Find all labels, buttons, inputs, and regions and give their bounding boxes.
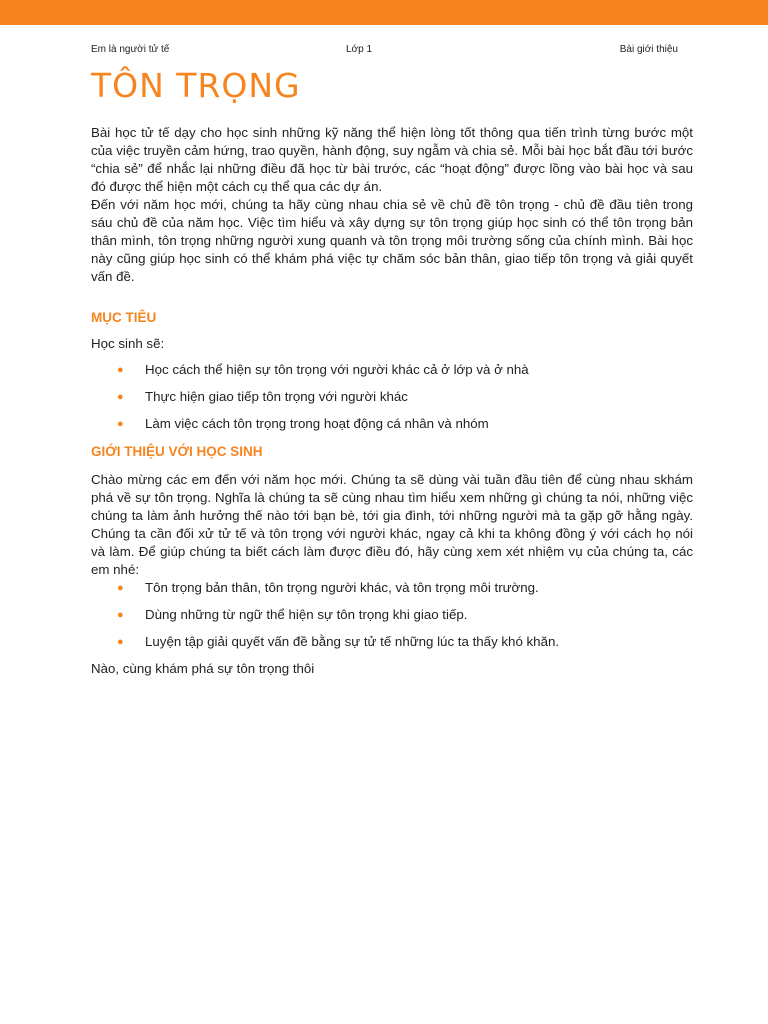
bullet-icon: ●	[117, 636, 124, 648]
list-item	[91, 579, 693, 597]
intro-paragraph-2: Đến với năm học mới, chúng ta hãy cùng nhau chia sẻ về chủ đề tôn trọng - chủ đề đầu tiên trong sáu chủ đề của năm học. Việc tìm hiểu và xây dựng sự tôn trọng giúp học sinh có thể tôn trọng bản thân mình, tôn trọng những người xung quanh và tôn trọng môi trường sống của chính mình. Bài học này cũng giúp học sinh có thể khám phá việc tự chăm sóc bản thân, giao tiếp tôn trọng và giải quyết vấn đề.	[91, 197, 693, 284]
header-left-text: Em là người tử tế	[91, 44, 170, 55]
page-title: TÔN TRỌNG	[91, 66, 301, 105]
intro-paragraph-1: Bài học tử tế dạy cho học sinh những kỹ năng thể hiện lòng tốt thông qua tiến trình từng bước một của việc truyền cảm hứng, trao quyền, hành động, suy ngẫm và chia sẻ. Mỗi bài học bắt đầu tới bước “chia sẻ” để nhắc lại những điều đã học từ bài trước, các “hoạt động” được lồng vào bài học và sau đó được thể hiện một cách cụ thể qua các dự án.	[91, 125, 693, 194]
top-accent-bar	[0, 0, 768, 25]
list-item	[91, 361, 693, 379]
bullet-icon: ●	[117, 364, 124, 376]
list-item-text: Học cách thể hiện sự tôn trọng với người khác cả ở lớp và ở nhà	[145, 362, 529, 377]
list-item	[91, 388, 693, 406]
list-item-text: Tôn trọng bản thân, tôn trọng người khác, và tôn trọng môi trường.	[145, 580, 539, 595]
list-item	[91, 415, 693, 433]
introduction-heading: GIỚI THIỆU VỚI HỌC SINH	[91, 444, 263, 459]
header-center-text: Lớp 1	[346, 44, 373, 55]
bullet-icon: ●	[117, 418, 124, 430]
objectives-list	[91, 361, 693, 433]
closing-line: Nào, cùng khám phá sự tôn trọng thôi	[91, 661, 315, 676]
objectives-heading: MỤC TIÊU	[91, 310, 157, 325]
list-item-text: Dùng những từ ngữ thể hiện sự tôn trọng khi giao tiếp.	[145, 607, 468, 622]
list-item	[91, 606, 693, 624]
objectives-lead: Học sinh sẽ:	[91, 336, 165, 351]
list-item-text: Luyện tập giải quyết vấn đề bằng sự tử tế những lúc ta thấy khó khăn.	[145, 634, 560, 649]
introduction-list	[91, 579, 693, 651]
page-header	[91, 44, 678, 58]
bullet-icon: ●	[117, 391, 124, 403]
bullet-icon: ●	[117, 582, 124, 594]
list-item-text: Thực hiện giao tiếp tôn trọng với người khác	[145, 389, 408, 404]
bullet-icon: ●	[117, 609, 124, 621]
header-right-text: Bài giới thiệu	[619, 44, 678, 55]
list-item	[91, 633, 693, 651]
introduction-paragraph: Chào mừng các em đến với năm học mới. Chúng ta sẽ dùng vài tuần đầu tiên để cùng nhau skhám phá về sự tôn trọng. Nghĩa là chúng ta sẽ cùng nhau tìm hiểu xem những gì chúng ta nói, những việc chúng ta làm ảnh hưởng thế nào tới bạn bè, tới gia đình, tới những người mà ta gặp gỡ hằng ngày. Chúng ta cần đối xử tử tế và tôn trọng với người khác, ngay cả khi ta không đồng ý với cách họ nói và làm. Để giúp chúng ta biết cách làm được điều đó, hãy cùng xem xét nhiệm vụ của chúng ta, các em nhé:	[91, 472, 693, 577]
list-item-text: Làm việc cách tôn trọng trong hoạt động cá nhân và nhóm	[145, 416, 489, 431]
document-body	[91, 124, 693, 678]
